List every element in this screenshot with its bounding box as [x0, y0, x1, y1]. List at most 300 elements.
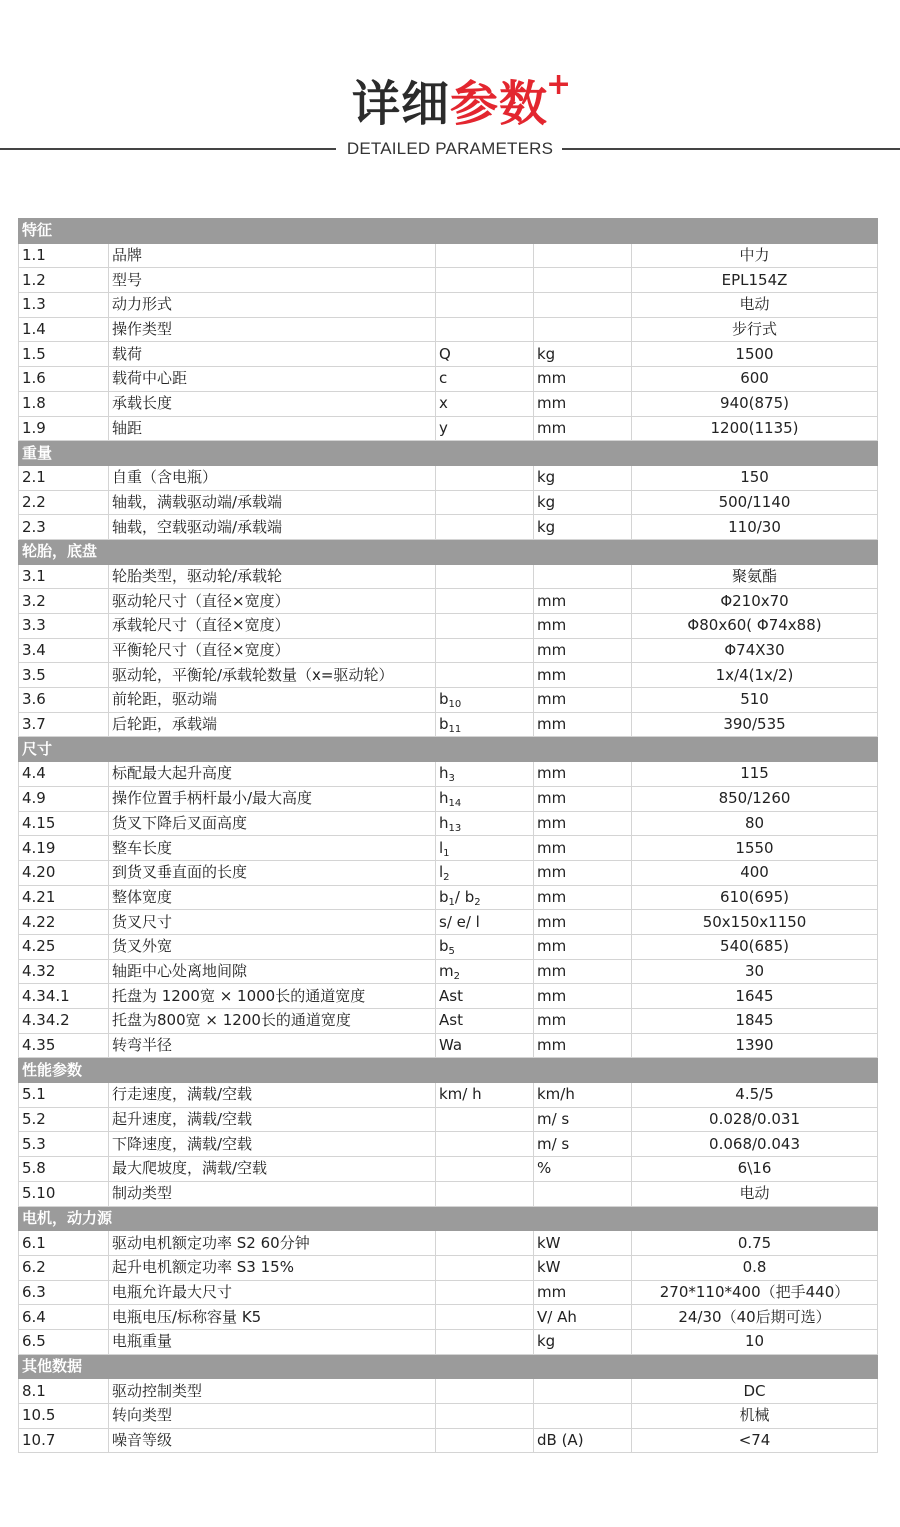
table-row — [19, 515, 878, 540]
symbol-subscript: 2 — [453, 970, 460, 982]
row-value: 940(875) — [632, 391, 878, 416]
symbol-text: y — [439, 418, 448, 437]
row-id: 1.9 — [19, 416, 109, 441]
row-value: EPL154Z — [632, 268, 878, 293]
row-symbol — [436, 614, 534, 639]
row-id: 4.20 — [19, 860, 109, 885]
row-symbol — [436, 984, 534, 1009]
table-row — [19, 1255, 878, 1280]
table-row — [19, 1231, 878, 1256]
plus-icon: + — [546, 67, 572, 102]
row-value: 1x/4(1x/2) — [632, 663, 878, 688]
row-value: Φ80x60( Φ74x88) — [632, 614, 878, 639]
row-value: 0.028/0.031 — [632, 1107, 878, 1132]
row-unit: mm — [534, 638, 632, 663]
title-dark-part: 详细 — [351, 76, 450, 132]
row-name: 动力形式 — [109, 293, 436, 318]
section-header-row — [19, 219, 878, 244]
row-symbol — [436, 1404, 534, 1429]
row-id: 5.2 — [19, 1107, 109, 1132]
symbol-text: h — [439, 764, 449, 783]
table-row — [19, 268, 878, 293]
row-unit — [534, 564, 632, 589]
table-row — [19, 910, 878, 935]
row-id: 4.15 — [19, 811, 109, 836]
symbol-text: b — [439, 690, 449, 709]
row-symbol — [436, 811, 534, 836]
symbol-subscript: 14 — [448, 798, 462, 810]
row-unit: mm — [534, 614, 632, 639]
row-value: 4.5/5 — [632, 1083, 878, 1108]
table-row — [19, 564, 878, 589]
row-symbol — [436, 910, 534, 935]
row-id: 1.3 — [19, 293, 109, 318]
row-id: 3.1 — [19, 564, 109, 589]
row-name: 转向类型 — [109, 1404, 436, 1429]
row-value: 0.8 — [632, 1255, 878, 1280]
page-subtitle: DETAILED PARAMETERS — [346, 139, 554, 158]
table-row — [19, 1157, 878, 1182]
table-row — [19, 342, 878, 367]
table-row — [19, 1379, 878, 1404]
row-name: 货叉下降后叉面高度 — [109, 811, 436, 836]
table-row — [19, 959, 878, 984]
row-symbol — [436, 293, 534, 318]
row-symbol — [436, 762, 534, 787]
row-id: 3.3 — [19, 614, 109, 639]
row-value: 270*110*400（把手440） — [632, 1280, 878, 1305]
row-symbol — [436, 688, 534, 713]
title-red-part: 参数 — [450, 76, 549, 132]
row-value: 600 — [632, 367, 878, 392]
row-symbol — [436, 1009, 534, 1034]
row-id: 1.4 — [19, 317, 109, 342]
row-name: 到货叉垂直面的长度 — [109, 860, 436, 885]
table-row — [19, 293, 878, 318]
row-unit: kg — [534, 490, 632, 515]
row-id: 3.7 — [19, 712, 109, 737]
row-value: 1390 — [632, 1033, 878, 1058]
table-row — [19, 638, 878, 663]
table-row — [19, 712, 878, 737]
row-id: 4.34.1 — [19, 984, 109, 1009]
row-unit — [534, 243, 632, 268]
row-name: 整体宽度 — [109, 885, 436, 910]
row-unit: mm — [534, 762, 632, 787]
row-name: 起升电机额定功率 S3 15% — [109, 1255, 436, 1280]
row-symbol — [436, 1379, 534, 1404]
table-row — [19, 1329, 878, 1354]
symbol-text: Ast — [439, 1011, 463, 1030]
row-value: 1500 — [632, 342, 878, 367]
row-unit: mm — [534, 1033, 632, 1058]
row-name: 操作位置手柄杆最小/最大高度 — [109, 786, 436, 811]
row-unit: km/h — [534, 1083, 632, 1108]
row-value: DC — [632, 1379, 878, 1404]
table-row — [19, 391, 878, 416]
row-name: 货叉尺寸 — [109, 910, 436, 935]
row-value: 1645 — [632, 984, 878, 1009]
row-unit: mm — [534, 860, 632, 885]
row-unit: mm — [534, 416, 632, 441]
section-header-row — [19, 1206, 878, 1231]
symbol-text: h — [439, 789, 449, 808]
row-value: 510 — [632, 688, 878, 713]
symbol-text: km/ h — [439, 1085, 482, 1104]
row-symbol — [436, 663, 534, 688]
row-unit: m/ s — [534, 1107, 632, 1132]
row-id: 5.1 — [19, 1083, 109, 1108]
row-value: 机械 — [632, 1404, 878, 1429]
table-row — [19, 614, 878, 639]
page-title — [0, 67, 900, 136]
row-id: 5.10 — [19, 1181, 109, 1206]
row-name: 驱动电机额定功率 S2 60分钟 — [109, 1231, 436, 1256]
row-name: 轴距中心处离地间隙 — [109, 959, 436, 984]
row-unit: mm — [534, 391, 632, 416]
row-unit: kW — [534, 1255, 632, 1280]
symbol-subscript-2: 2 — [474, 896, 481, 908]
row-symbol — [436, 1132, 534, 1157]
symbol-text: s/ e/ l — [439, 912, 480, 931]
row-value: 24/30（40后期可选） — [632, 1305, 878, 1330]
section-header-row — [19, 737, 878, 762]
row-id: 4.25 — [19, 934, 109, 959]
row-name: 驱动轮尺寸（直径×宽度） — [109, 589, 436, 614]
row-id: 2.1 — [19, 465, 109, 490]
row-unit: mm — [534, 959, 632, 984]
symbol-subscript: 13 — [448, 822, 462, 834]
row-id: 5.3 — [19, 1132, 109, 1157]
row-unit: mm — [534, 367, 632, 392]
symbol-text-2: / b — [454, 887, 475, 906]
row-value: 0.75 — [632, 1231, 878, 1256]
row-value: 500/1140 — [632, 490, 878, 515]
row-unit — [534, 1181, 632, 1206]
row-id: 6.4 — [19, 1305, 109, 1330]
row-id: 1.6 — [19, 367, 109, 392]
row-id: 6.5 — [19, 1329, 109, 1354]
row-symbol — [436, 1181, 534, 1206]
page-header — [0, 0, 900, 200]
row-name: 整车长度 — [109, 836, 436, 861]
row-name: 托盘为800宽 × 1200长的通道宽度 — [109, 1009, 436, 1034]
symbol-subscript: 1 — [448, 896, 455, 908]
section-title: 特征 — [19, 219, 878, 244]
row-id: 3.5 — [19, 663, 109, 688]
row-id: 1.5 — [19, 342, 109, 367]
row-value: 80 — [632, 811, 878, 836]
row-id: 6.2 — [19, 1255, 109, 1280]
row-id: 6.3 — [19, 1280, 109, 1305]
symbol-subscript: 10 — [448, 699, 462, 711]
table-row — [19, 243, 878, 268]
row-value: 150 — [632, 465, 878, 490]
row-value: 50x150x1150 — [632, 910, 878, 935]
row-name: 噪音等级 — [109, 1428, 436, 1453]
row-name: 行走速度，满载/空载 — [109, 1083, 436, 1108]
row-value: 30 — [632, 959, 878, 984]
row-id: 10.5 — [19, 1404, 109, 1429]
row-unit: mm — [534, 836, 632, 861]
row-name: 电瓶允许最大尺寸 — [109, 1280, 436, 1305]
row-id: 1.8 — [19, 391, 109, 416]
row-id: 2.2 — [19, 490, 109, 515]
row-unit: mm — [534, 688, 632, 713]
symbol-subscript: 1 — [443, 847, 450, 859]
section-header-row — [19, 441, 878, 466]
table-row — [19, 465, 878, 490]
symbol-text: m — [439, 961, 454, 980]
row-id: 1.2 — [19, 268, 109, 293]
symbol-subscript: 5 — [448, 946, 455, 958]
row-id: 3.2 — [19, 589, 109, 614]
symbol-text: Ast — [439, 986, 463, 1005]
row-id: 4.9 — [19, 786, 109, 811]
row-name: 标配最大起升高度 — [109, 762, 436, 787]
table-row — [19, 1107, 878, 1132]
row-symbol — [436, 465, 534, 490]
row-unit: V/ Ah — [534, 1305, 632, 1330]
table-row — [19, 1428, 878, 1453]
row-symbol — [436, 1305, 534, 1330]
row-symbol — [436, 885, 534, 910]
row-name: 起升速度，满载/空载 — [109, 1107, 436, 1132]
symbol-text: c — [439, 369, 448, 388]
table-row — [19, 1009, 878, 1034]
row-symbol — [436, 367, 534, 392]
row-symbol — [436, 638, 534, 663]
row-name: 驱动控制类型 — [109, 1379, 436, 1404]
row-id: 4.19 — [19, 836, 109, 861]
table-row — [19, 984, 878, 1009]
row-value: 110/30 — [632, 515, 878, 540]
row-name: 轮胎类型，驱动轮/承载轮 — [109, 564, 436, 589]
row-unit: kg — [534, 465, 632, 490]
row-id: 4.35 — [19, 1033, 109, 1058]
row-symbol — [436, 1107, 534, 1132]
row-name: 后轮距，承载端 — [109, 712, 436, 737]
row-name: 载荷 — [109, 342, 436, 367]
table-row — [19, 934, 878, 959]
row-unit: kg — [534, 515, 632, 540]
row-symbol — [436, 860, 534, 885]
row-unit — [534, 317, 632, 342]
row-symbol — [436, 490, 534, 515]
table-row — [19, 1404, 878, 1429]
row-symbol — [436, 934, 534, 959]
row-symbol — [436, 712, 534, 737]
symbol-text: b — [439, 715, 449, 734]
row-symbol — [436, 243, 534, 268]
row-unit: mm — [534, 984, 632, 1009]
row-unit: kW — [534, 1231, 632, 1256]
row-name: 承载长度 — [109, 391, 436, 416]
symbol-text: h — [439, 813, 449, 832]
table-row — [19, 836, 878, 861]
row-unit: mm — [534, 934, 632, 959]
row-id: 10.7 — [19, 1428, 109, 1453]
row-name: 操作类型 — [109, 317, 436, 342]
row-unit — [534, 1404, 632, 1429]
row-value: 0.068/0.043 — [632, 1132, 878, 1157]
row-id: 1.1 — [19, 243, 109, 268]
row-unit: mm — [534, 811, 632, 836]
row-unit: dB (A) — [534, 1428, 632, 1453]
row-unit: kg — [534, 1329, 632, 1354]
symbol-text: Wa — [439, 1036, 463, 1055]
table-row — [19, 663, 878, 688]
row-name: 最大爬坡度，满载/空载 — [109, 1157, 436, 1182]
row-value: 1845 — [632, 1009, 878, 1034]
row-name: 品牌 — [109, 243, 436, 268]
table-row — [19, 786, 878, 811]
table-row — [19, 885, 878, 910]
row-symbol — [436, 836, 534, 861]
row-symbol — [436, 1280, 534, 1305]
row-symbol — [436, 268, 534, 293]
row-name: 制动类型 — [109, 1181, 436, 1206]
row-value: 10 — [632, 1329, 878, 1354]
row-value: 610(695) — [632, 885, 878, 910]
row-symbol — [436, 342, 534, 367]
row-symbol — [436, 1083, 534, 1108]
row-symbol — [436, 1255, 534, 1280]
section-title: 重量 — [19, 441, 878, 466]
row-name: 轴距 — [109, 416, 436, 441]
symbol-text: l — [439, 863, 444, 882]
symbol-text: Q — [439, 344, 451, 363]
row-value: 1550 — [632, 836, 878, 861]
row-unit: m/ s — [534, 1132, 632, 1157]
row-name: 型号 — [109, 268, 436, 293]
row-id: 2.3 — [19, 515, 109, 540]
row-symbol — [436, 515, 534, 540]
row-symbol — [436, 416, 534, 441]
row-value: 6\16 — [632, 1157, 878, 1182]
table-row — [19, 367, 878, 392]
row-unit — [534, 268, 632, 293]
table-row — [19, 688, 878, 713]
row-name: 载荷中心距 — [109, 367, 436, 392]
section-header-row — [19, 1354, 878, 1379]
row-value: 850/1260 — [632, 786, 878, 811]
row-unit: mm — [534, 885, 632, 910]
section-header-row — [19, 1058, 878, 1083]
symbol-text: b — [439, 887, 449, 906]
row-name: 前轮距，驱动端 — [109, 688, 436, 713]
row-unit: mm — [534, 589, 632, 614]
section-title: 其他数据 — [19, 1354, 878, 1379]
row-value: 115 — [632, 762, 878, 787]
row-symbol — [436, 1231, 534, 1256]
spec-table — [18, 218, 878, 1453]
row-value: 390/535 — [632, 712, 878, 737]
table-row — [19, 1083, 878, 1108]
row-name: 电瓶重量 — [109, 1329, 436, 1354]
table-row — [19, 416, 878, 441]
row-value: <74 — [632, 1428, 878, 1453]
row-unit: mm — [534, 1280, 632, 1305]
row-unit: mm — [534, 786, 632, 811]
row-symbol — [436, 786, 534, 811]
row-value: 400 — [632, 860, 878, 885]
row-id: 4.34.2 — [19, 1009, 109, 1034]
row-name: 托盘为 1200宽 × 1000长的通道宽度 — [109, 984, 436, 1009]
table-row — [19, 811, 878, 836]
row-unit: mm — [534, 712, 632, 737]
row-name: 自重（含电瓶） — [109, 465, 436, 490]
row-value: Φ210x70 — [632, 589, 878, 614]
row-value: 电动 — [632, 1181, 878, 1206]
row-symbol — [436, 1428, 534, 1453]
table-row — [19, 1132, 878, 1157]
row-id: 8.1 — [19, 1379, 109, 1404]
row-id: 4.32 — [19, 959, 109, 984]
row-symbol — [436, 1329, 534, 1354]
row-id: 4.21 — [19, 885, 109, 910]
row-symbol — [436, 1157, 534, 1182]
row-name: 轴载，满载驱动端/承载端 — [109, 490, 436, 515]
row-name: 轴载，空载驱动端/承载端 — [109, 515, 436, 540]
table-row — [19, 317, 878, 342]
row-id: 4.4 — [19, 762, 109, 787]
table-row — [19, 1181, 878, 1206]
row-id: 6.1 — [19, 1231, 109, 1256]
table-row — [19, 762, 878, 787]
row-unit — [534, 293, 632, 318]
section-title: 性能参数 — [19, 1058, 878, 1083]
row-value: 540(685) — [632, 934, 878, 959]
row-name: 平衡轮尺寸（直径×宽度） — [109, 638, 436, 663]
row-name: 货叉外宽 — [109, 934, 436, 959]
table-row — [19, 589, 878, 614]
section-title: 轮胎，底盘 — [19, 539, 878, 564]
symbol-text: x — [439, 394, 448, 413]
section-title: 电机，动力源 — [19, 1206, 878, 1231]
row-id: 5.8 — [19, 1157, 109, 1182]
row-value: Φ74X30 — [632, 638, 878, 663]
row-value: 步行式 — [632, 317, 878, 342]
row-value: 中力 — [632, 243, 878, 268]
symbol-subscript: 11 — [448, 724, 462, 736]
row-unit — [534, 1379, 632, 1404]
row-name: 承载轮尺寸（直径×宽度） — [109, 614, 436, 639]
row-symbol — [436, 391, 534, 416]
row-symbol — [436, 317, 534, 342]
symbol-subscript: 3 — [448, 773, 455, 785]
row-id: 3.6 — [19, 688, 109, 713]
row-name: 下降速度，满载/空载 — [109, 1132, 436, 1157]
row-unit: % — [534, 1157, 632, 1182]
row-id: 4.22 — [19, 910, 109, 935]
symbol-subscript: 2 — [443, 872, 450, 884]
symbol-text: l — [439, 838, 444, 857]
divider-right — [562, 148, 900, 150]
row-id: 3.4 — [19, 638, 109, 663]
row-name: 电瓶电压/标称容量 K5 — [109, 1305, 436, 1330]
row-unit: mm — [534, 1009, 632, 1034]
section-title: 尺寸 — [19, 737, 878, 762]
table-row — [19, 1280, 878, 1305]
row-unit: mm — [534, 663, 632, 688]
row-symbol — [436, 589, 534, 614]
row-name: 驱动轮，平衡轮/承载轮数量（x=驱动轮） — [109, 663, 436, 688]
row-symbol — [436, 564, 534, 589]
row-value: 1200(1135) — [632, 416, 878, 441]
section-header-row — [19, 539, 878, 564]
row-name: 转弯半径 — [109, 1033, 436, 1058]
